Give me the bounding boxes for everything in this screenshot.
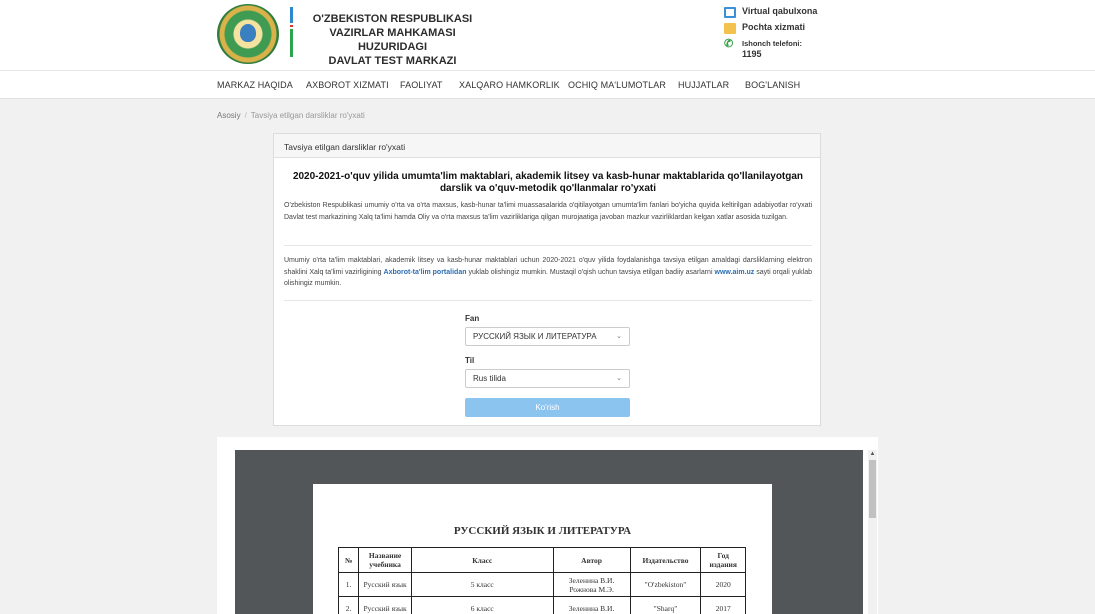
pdf-page: [313, 484, 772, 614]
cell-grade: 6 класс: [411, 597, 553, 614]
cell-textbook-name: Русский язык: [359, 597, 412, 614]
cell-author: Зеленина В.И. Рожнова М.Э.: [553, 573, 630, 597]
mail-service-link[interactable]: [724, 22, 817, 38]
download-text-1: Umumiy o'rta ta'lim maktablari, akademik litsey va kasb-hunar maktablari uchun 2020-2021 o'quv yilida foydalanishga tavsiya etilgan amaldagi darsliklarning elektron shaklini Xalq ta'limi vazirligining: [284, 257, 812, 276]
portal-link[interactable]: Axborot-ta'lim portalidan: [383, 268, 467, 276]
aim-link[interactable]: www.aim.uz: [714, 268, 755, 276]
col-publisher: Издательство: [630, 548, 701, 573]
nav-item-open-data[interactable]: OCHIQ MA'LUMOTLAR: [568, 80, 666, 90]
download-text-2: yuklab olishingiz mumkin. Mustaqil o'qish uchun tavsiya etilgan badiiy asarlarni: [466, 268, 715, 276]
subject-select[interactable]: [465, 327, 630, 346]
download-text-3: sayti orqali yuklab olishingiz mumkin.: [284, 268, 812, 287]
site-title-line-3: DAVLAT TEST MARKAZI: [328, 55, 457, 67]
language-select[interactable]: [465, 369, 630, 388]
panel-title: 2020-2021-o'quv yilida umumta'lim maktablari, akademik litsey va kasb-hunar maktablarida qo'llanilayotgan darslik va o'quv-metodik qo'llanmalar ro'yxati: [292, 171, 804, 194]
hotline[interactable]: [724, 38, 817, 59]
col-textbook-name: Название учебника: [359, 548, 412, 573]
hotline-number: 1195: [742, 49, 762, 59]
pdf-scrollbar[interactable]: [868, 450, 877, 614]
cell-number: 2.: [339, 597, 359, 614]
nav-item-documents[interactable]: HUJJATLAR: [678, 80, 730, 90]
nav-item-international[interactable]: XALQARO HAMKORLIK: [459, 80, 560, 90]
site-title-line-1: O'ZBEKISTON RESPUBLIKASI: [312, 13, 473, 25]
scrollbar-thumb[interactable]: [869, 460, 876, 518]
nav-item-activity[interactable]: FAOLIYAT: [400, 80, 443, 90]
panel-heading: Tavsiya etilgan darsliklar ro'yxati: [274, 134, 820, 158]
textbook-table: [338, 547, 746, 614]
col-author: Автор: [553, 548, 630, 573]
cell-textbook-name: Русский язык: [359, 573, 412, 597]
cell-author: Зеленина В.И.: [553, 597, 630, 614]
divider: [284, 300, 812, 301]
cell-publisher: "O'zbekiston": [630, 573, 701, 597]
edit-icon: [724, 7, 736, 18]
download-paragraph: [284, 255, 812, 290]
breadcrumb-separator: /: [244, 111, 247, 120]
view-button[interactable]: Ko'rish: [465, 398, 630, 417]
table-row: [339, 597, 746, 614]
header-contacts: [724, 6, 818, 59]
col-year: Год издания: [701, 548, 746, 573]
table-row: [339, 573, 746, 597]
cell-publisher: "Sharq": [630, 597, 701, 614]
cell-number: 1.: [339, 573, 359, 597]
mail-service-label: Pochta xizmati: [742, 22, 806, 32]
language-select-value: Rus tilida: [473, 374, 506, 383]
intro-paragraph: O'zbekiston Respublikasi umumiy o'rta va o'rta maxsus, kasb-hunar ta'limi muassasalarida o'qitilayotgan umumta'lim fanlari bo'yicha quyida keltirilgan adabiyotlar ro'yxati Davlat test markazining Xalq ta'limi hamda Oliy va o'rta maxsus ta'lim vazirliklariga qilgan murojaatiga javoban mazkur vazirliklardan kelgan xatlar asosida tuzilgan.: [284, 202, 812, 221]
subject-label: Fan: [465, 314, 480, 323]
nav-item-contact[interactable]: BOG'LANISH: [745, 80, 801, 90]
site-title-line-2: VAZIRLAR MAHKAMASI HUZURIDAGI: [329, 27, 456, 53]
site-header: [0, 0, 1095, 70]
virtual-reception-link[interactable]: [724, 6, 817, 22]
nav-item-press-service[interactable]: AXBOROT XIZMATI: [306, 80, 389, 90]
hotline-label: Ishonch telefoni:: [742, 39, 802, 48]
cell-grade: 5 класс: [411, 573, 553, 597]
flag-stripe: [290, 7, 293, 57]
pdf-canvas[interactable]: [235, 450, 876, 614]
scroll-up-icon[interactable]: ▲: [869, 451, 876, 457]
site-title[interactable]: [300, 12, 485, 68]
language-label: Til: [465, 356, 475, 365]
mail-icon: [724, 23, 736, 34]
table-header-row: [339, 548, 746, 573]
chevron-down-icon: ⌄: [616, 333, 622, 340]
col-number: №: [339, 548, 359, 573]
divider: [284, 245, 812, 246]
nav-item-about[interactable]: MARKAZ HAQIDA: [217, 80, 293, 90]
breadcrumb: [217, 111, 365, 120]
subject-select-value: РУССКИЙ ЯЗЫК И ЛИТЕРАТУРА: [473, 332, 597, 341]
pdf-viewer: [217, 437, 878, 614]
chevron-down-icon: ⌄: [616, 375, 622, 382]
virtual-reception-label: Virtual qabulxona: [742, 6, 818, 16]
state-emblem-logo[interactable]: [217, 4, 279, 64]
cell-year: 2020: [701, 573, 746, 597]
breadcrumb-home[interactable]: Asosiy: [217, 111, 241, 120]
textbooks-panel: [273, 133, 821, 426]
cell-year: 2017: [701, 597, 746, 614]
breadcrumb-current: Tavsiya etilgan darsliklar ro'yxati: [250, 111, 365, 120]
main-nav: [0, 70, 1095, 99]
col-grade: Класс: [411, 548, 553, 573]
phone-icon: ✆: [724, 38, 734, 50]
document-title: РУССКИЙ ЯЗЫК И ЛИТЕРАТУРА: [453, 525, 632, 537]
